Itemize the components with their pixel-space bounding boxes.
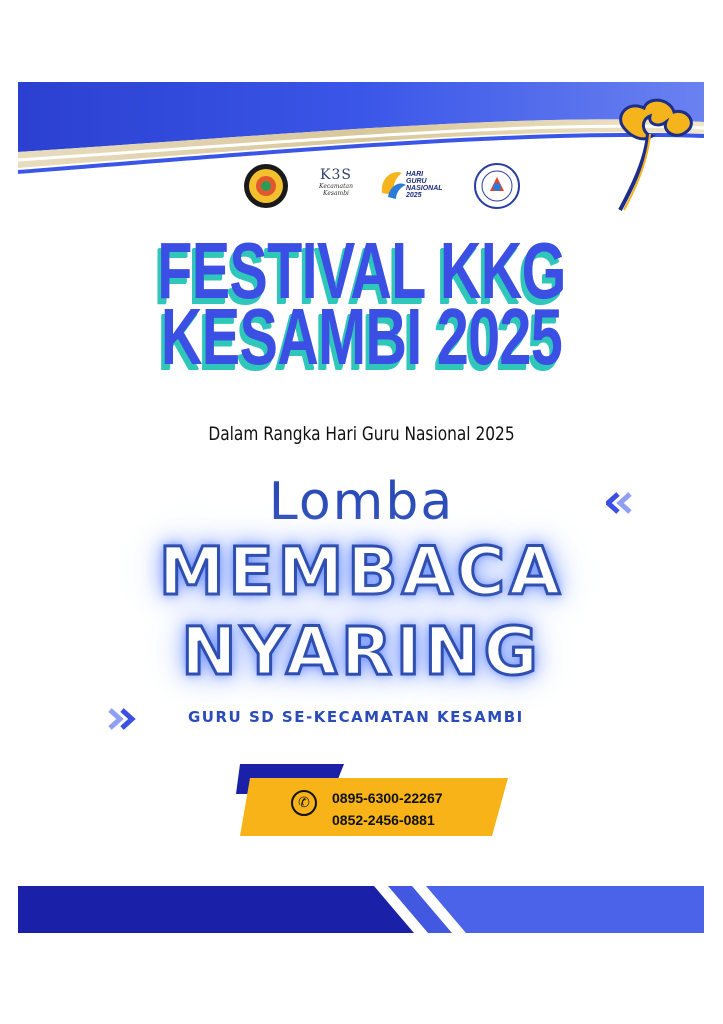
sponsor-logos (0, 163, 723, 213)
kkg-emblem-icon (243, 163, 289, 209)
subtitle: Dalam Rangka Hari Guru Nasional 2025 (208, 423, 515, 445)
phone-icon: ✆ (291, 790, 317, 816)
hgn-emblem-icon (378, 163, 408, 203)
phone-number-1[interactable]: 0895-6300-22267 (332, 790, 443, 806)
contact-box (236, 764, 516, 838)
event-title (0, 226, 723, 381)
footer-band (18, 886, 704, 933)
k3s-subtitle: Kecamatan Kesambi (319, 183, 353, 197)
competition-name (0, 532, 723, 692)
hari-guru-nasional-logo (378, 163, 458, 207)
participants-label: GURU SD SE-KECAMATAN KESAMBI (188, 708, 524, 726)
competition-prefix: Lomba (268, 472, 455, 532)
k3s-logo (312, 163, 360, 207)
hgn-text: HARI GURU NASIONAL 2025 (406, 171, 443, 199)
title-line-1: FESTIVAL KKG (157, 226, 566, 315)
competition-line-2: NYARING (181, 613, 542, 690)
chevron-right-icon (106, 708, 138, 734)
title-line-2: KESAMBI 2025 (160, 292, 563, 381)
competition-line-1: MEMBACA (158, 533, 565, 610)
k3s-title: K3S (320, 167, 352, 183)
phone-number-2[interactable]: 0852-2456-0881 (332, 812, 435, 828)
pgri-seal-icon (474, 163, 520, 209)
